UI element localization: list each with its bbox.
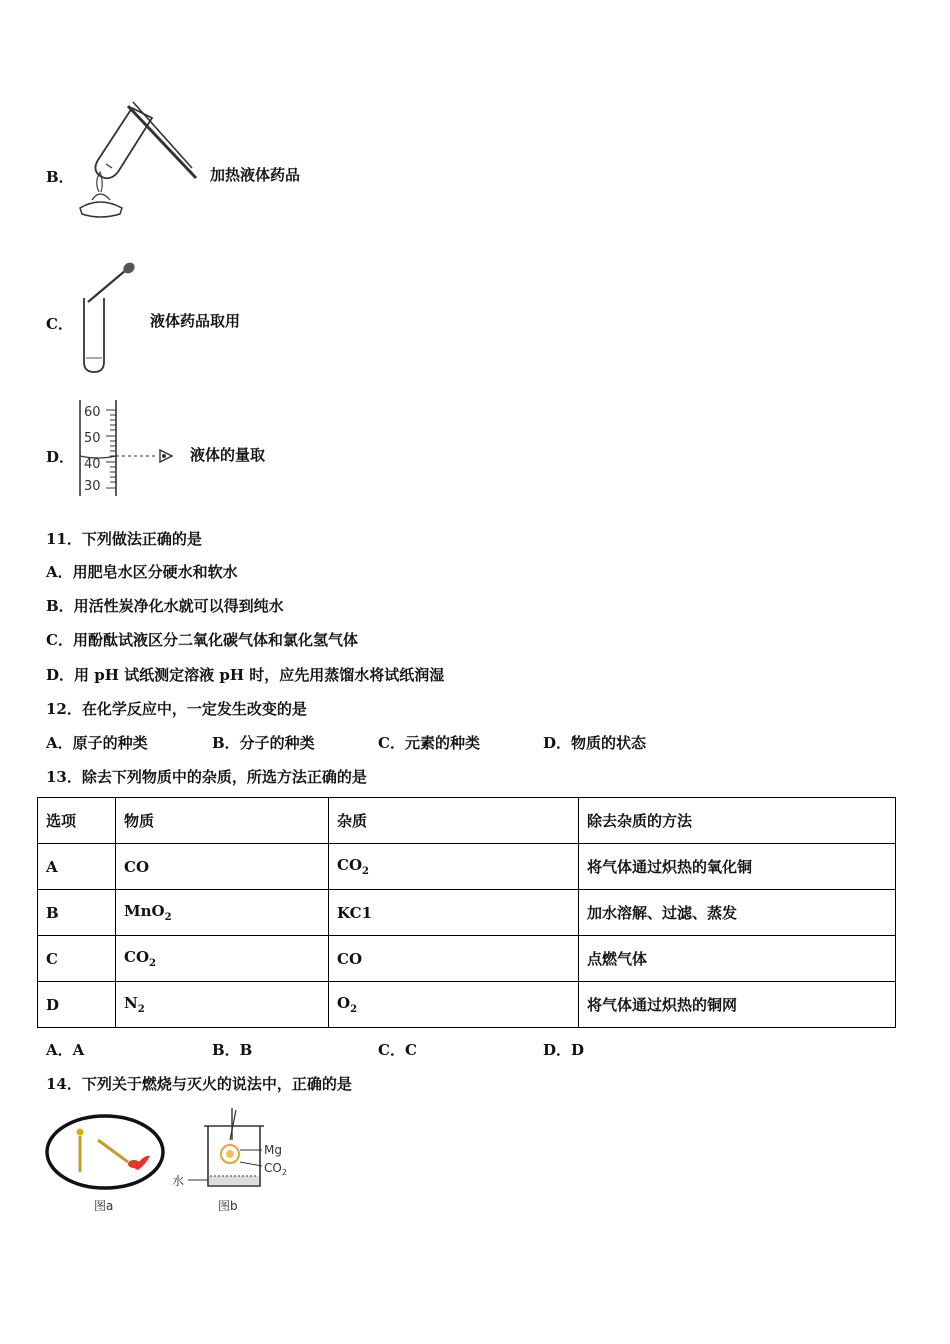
co2-label: $CO_2$ — [264, 1161, 287, 1177]
row-option: B — [38, 890, 116, 936]
row-substance: $CO_2$ — [116, 936, 329, 982]
q13-answer-c: C．C — [378, 1041, 417, 1059]
figure-a-match-illustration — [42, 1108, 172, 1218]
row-method: 将气体通过炽热的氧化铜 — [579, 844, 896, 890]
option-c-letter: C． — [46, 315, 73, 333]
header-method: 除去杂质的方法 — [579, 798, 896, 844]
option-d-caption: 液体的量取 — [190, 446, 266, 464]
row-impurity: CO — [329, 936, 579, 982]
row-method: 将气体通过炽热的铜网 — [579, 982, 896, 1028]
table-row — [38, 982, 896, 1028]
scale-label-50: 50 — [84, 431, 101, 446]
option-d-letter: D． — [46, 448, 75, 466]
option-c-caption: 液体药品取用 — [150, 312, 241, 330]
table-row — [38, 890, 896, 936]
graduated-cylinder-illustration — [76, 398, 186, 498]
row-option: C — [38, 936, 116, 982]
scale-label-30: 30 — [84, 479, 101, 494]
row-method: 加水溶解、过滤、蒸发 — [579, 890, 896, 936]
figure-b-mg-co2-illustration — [168, 1106, 298, 1218]
table-row — [38, 936, 896, 982]
row-impurity: KC1 — [329, 890, 579, 936]
q12-option-a: A．原子的种类 — [46, 734, 148, 752]
row-substance: $N_2$ — [116, 982, 329, 1028]
table-row — [38, 844, 896, 890]
option-b-letter: B． — [46, 168, 74, 186]
table-header-row — [38, 798, 896, 844]
mg-label: Mg — [264, 1143, 282, 1157]
q11-stem: 11．下列做法正确的是 — [46, 530, 202, 548]
row-substance: MnO$_2$ — [116, 890, 329, 936]
row-option: D — [38, 982, 116, 1028]
option-b-caption: 加热液体药品 — [210, 166, 301, 184]
q11-option-a: A．用肥皂水区分硬水和软水 — [46, 563, 238, 581]
header-option: 选项 — [38, 798, 116, 844]
q12-option-b: B．分子的种类 — [212, 734, 315, 752]
row-option: A — [38, 844, 116, 890]
q12-stem: 12．在化学反应中，一定发生改变的是 — [46, 700, 307, 718]
row-impurity: $CO_2$ — [329, 844, 579, 890]
row-substance: CO — [116, 844, 329, 890]
header-impurity: 杂质 — [329, 798, 579, 844]
heating-liquid-illustration — [70, 100, 200, 220]
row-method: 点燃气体 — [579, 936, 896, 982]
q11-option-b: B．用活性炭净化水就可以得到纯水 — [46, 597, 284, 615]
scale-label-40: 40 — [84, 457, 101, 472]
q12-option-d: D．物质的状态 — [543, 734, 647, 752]
q14-stem: 14．下列关于燃烧与灭火的说法中，正确的是 — [46, 1075, 352, 1093]
figure-a-label: 图a — [94, 1199, 114, 1213]
figure-b-label: 图b — [218, 1199, 238, 1213]
q11-option-c: C．用酚酞试液区分二氧化碳气体和氯化氢气体 — [46, 631, 358, 649]
q13-stem: 13．除去下列物质中的杂质，所选方法正确的是 — [46, 768, 367, 786]
q13-table — [37, 797, 896, 1028]
water-label: 水 — [172, 1174, 185, 1188]
header-substance: 物质 — [116, 798, 329, 844]
q12-option-c: C．元素的种类 — [378, 734, 480, 752]
q13-answer-b: B．B — [212, 1041, 253, 1059]
scale-label-60: 60 — [84, 405, 101, 420]
row-impurity: $O_2$ — [329, 982, 579, 1028]
dropper-illustration — [76, 258, 146, 378]
q13-answer-a: A．A — [46, 1041, 85, 1059]
q13-answer-d: D．D — [543, 1041, 585, 1059]
q11-option-d: D．用 pH 试纸测定溶液 pH 时，应先用蒸馏水将试纸润湿 — [46, 666, 445, 684]
